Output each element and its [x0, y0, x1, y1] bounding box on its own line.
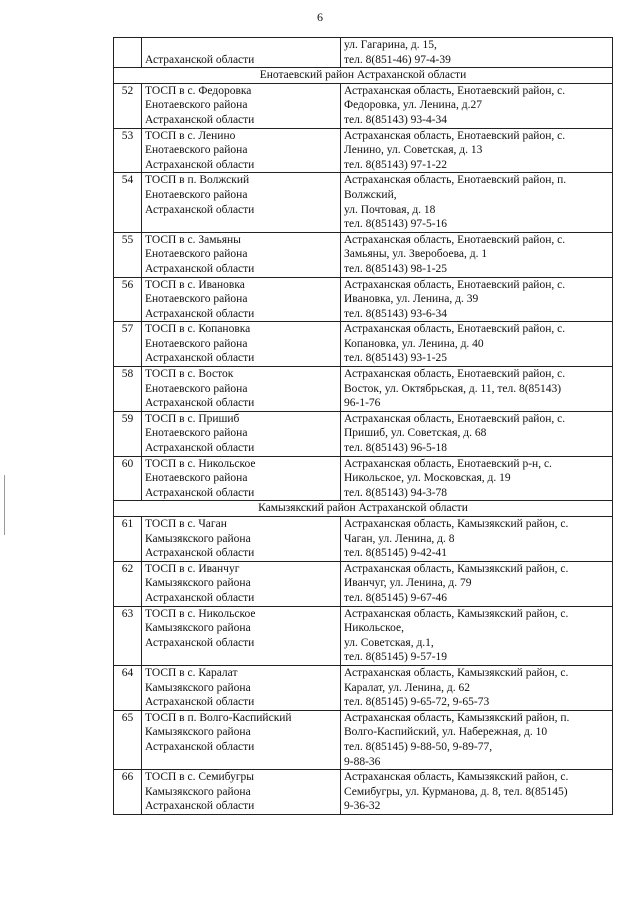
office-name-line — [145, 38, 337, 53]
office-name-line: ТОСП в с. Чаган — [145, 518, 227, 530]
address-line: Астраханская область, Енотаевский район, с. — [344, 233, 566, 246]
office-name-line: Астраханской области — [145, 636, 255, 649]
office-name-line: ТОСП в с. Восток — [145, 368, 234, 381]
address-line: ул. Почтовая, д. 18 — [344, 203, 436, 216]
row-number: 53 — [114, 128, 142, 173]
office-name-line: ТОСП в с. Каралат — [145, 666, 238, 679]
office-name-line: ТОСП в с. Никольское — [145, 457, 256, 470]
address-line: тел. 8(85143) 93-6-34 — [344, 307, 448, 320]
table-row — [114, 322, 613, 367]
table-row — [114, 770, 613, 815]
address-line: тел. 8(85143) 98-1-25 — [344, 262, 448, 275]
address-cell — [341, 710, 613, 769]
address-line: Астраханская область, Енотаевский район, с. — [344, 412, 566, 425]
table-row — [114, 606, 613, 665]
address-line: Астраханская область, Енотаевский район, п. — [344, 174, 567, 187]
row-number: 56 — [114, 277, 142, 322]
address-line: Пришиб, ул. Советская, д. 68 — [344, 427, 487, 440]
address-line: тел. 8(85143) 94-3-78 — [344, 486, 448, 499]
office-name-cell — [142, 606, 341, 665]
office-name-line: Енотаевского района — [145, 337, 248, 350]
address-line: Каралат, ул. Ленина, д. 62 — [344, 681, 471, 694]
section-header-row — [114, 501, 613, 517]
address-line: 96-1-76 — [344, 397, 381, 410]
address-line: Астраханская область, Енотаевский район, с. — [344, 368, 566, 381]
row-number: 62 — [114, 561, 142, 606]
office-name-line: Камызякского района — [145, 681, 251, 694]
address-cell — [341, 83, 613, 128]
row-number: 60 — [114, 456, 142, 501]
address-cell — [341, 606, 613, 665]
office-name-line: ТОСП в с. Замьяны — [145, 233, 241, 246]
address-line: Астраханская область, Камызякский район, с. — [344, 562, 569, 575]
office-name-cell — [142, 38, 341, 68]
office-name-line: ТОСП в с. Пришиб — [145, 412, 240, 425]
address-line: Чаган, ул. Ленина, д. 8 — [344, 532, 455, 545]
office-name-line: Камызякского района — [145, 532, 251, 545]
office-name-line: Енотаевского района — [145, 382, 248, 395]
office-name-line: Енотаевского района — [145, 99, 248, 112]
office-name-cell — [142, 83, 341, 128]
address-line: тел. 8(85145) 9-67-46 — [344, 591, 448, 604]
address-cell — [341, 232, 613, 277]
row-number: 55 — [114, 232, 142, 277]
table-body — [114, 38, 613, 815]
row-number: 63 — [114, 606, 142, 665]
address-cell — [341, 411, 613, 456]
address-line: Астраханская область, Камызякский район, с. — [344, 607, 569, 620]
address-line: Никольское, ул. Московская, д. 19 — [344, 472, 511, 485]
address-line: Астраханская область, Енотаевский р-н, с. — [344, 457, 552, 470]
office-name-line: Енотаевского района — [145, 144, 248, 157]
table-row — [114, 367, 613, 412]
address-cell — [341, 517, 613, 562]
office-name-cell — [142, 665, 341, 710]
scan-margin-mark — [4, 475, 5, 535]
office-name-line: Астраханской области — [145, 53, 255, 66]
address-cell — [341, 128, 613, 173]
office-name-cell — [142, 232, 341, 277]
page-number: 6 — [317, 10, 323, 24]
address-cell — [341, 456, 613, 501]
table-row — [114, 83, 613, 128]
office-name-cell — [142, 456, 341, 501]
address-line: Астраханская область, Енотаевский район, с. — [344, 84, 566, 97]
address-line: Ленино, ул. Советская, д. 13 — [344, 144, 483, 157]
office-name-line: ТОСП в с. Семибугры — [145, 771, 255, 784]
office-name-cell — [142, 367, 341, 412]
address-line: тел. 8(85143) 97-5-16 — [344, 218, 448, 231]
office-name-line: Астраханской области — [145, 800, 255, 813]
address-line: ул. Гагарина, д. 15, — [344, 39, 437, 51]
table-row — [114, 665, 613, 710]
office-name-line: Астраханской области — [145, 591, 255, 604]
table-row — [114, 277, 613, 322]
office-name-cell — [142, 770, 341, 815]
office-name-line: Астраханской области — [145, 352, 255, 365]
address-line: Федоровка, ул. Ленина, д.27 — [344, 99, 482, 112]
address-line: тел. 8(85145) 9-57-19 — [344, 651, 448, 664]
office-name-cell — [142, 561, 341, 606]
address-line: Астраханская область, Енотаевский район, с. — [344, 323, 566, 336]
address-line: Ивановка, ул. Ленина, д. 39 — [344, 293, 479, 306]
address-line: Волго-Каспийский, ул. Набережная, д. 10 — [344, 726, 548, 739]
office-name-cell — [142, 710, 341, 769]
address-line: тел. 8(85145) 9-42-41 — [344, 547, 448, 560]
office-name-line: Астраханской области — [145, 696, 255, 709]
office-name-cell — [142, 128, 341, 173]
office-name-line: ТОСП в с. Ленино — [145, 129, 236, 142]
address-line: тел. 8(85145) 9-65-72, 9-65-73 — [344, 696, 490, 709]
office-name-line: Енотаевского района — [145, 248, 248, 261]
row-number: 64 — [114, 665, 142, 710]
row-number: 65 — [114, 710, 142, 769]
row-number: 58 — [114, 367, 142, 412]
office-name-line: Астраханской области — [145, 262, 255, 275]
table-row — [114, 128, 613, 173]
office-name-line: Енотаевского района — [145, 188, 248, 201]
address-line: тел. 8(85143) 93-4-34 — [344, 113, 448, 126]
address-line: Астраханская область, Енотаевский район, с. — [344, 129, 566, 142]
office-name-line: Астраханской области — [145, 203, 255, 216]
row-number: 66 — [114, 770, 142, 815]
address-line: Восток, ул. Октябрьская, д. 11, тел. 8(85143) — [344, 382, 562, 395]
office-name-cell — [142, 322, 341, 367]
office-name-cell — [142, 173, 341, 232]
office-name-line: Астраханской области — [145, 158, 255, 171]
address-line: Копановка, ул. Ленина, д. 40 — [344, 337, 484, 350]
address-line: тел. 8(85143) 96-5-18 — [344, 442, 448, 455]
address-cell — [341, 665, 613, 710]
address-line: Астраханская область, Камызякский район, с. — [344, 771, 569, 784]
address-line: тел. 8(85145) 9-88-50, 9-89-77, — [344, 740, 493, 753]
office-name-line: Енотаевского района — [145, 293, 248, 306]
address-line: Волжский, — [344, 188, 397, 201]
table-row — [114, 232, 613, 277]
office-name-line: Астраханской области — [145, 397, 255, 410]
office-name-line: ТОСП в с. Никольское — [145, 607, 256, 620]
address-line: Астраханская область, Енотаевский район, с. — [344, 278, 566, 291]
address-line: тел. 8(85143) 97-1-22 — [344, 158, 448, 171]
office-name-line: Камызякского района — [145, 577, 251, 590]
address-cell — [341, 277, 613, 322]
table-row — [114, 411, 613, 456]
row-number: 61 — [114, 517, 142, 562]
row-number: 57 — [114, 322, 142, 367]
address-line: Астраханская область, Камызякский район, с. — [344, 666, 569, 679]
address-line: тел. 8(85143) 93-1-25 — [344, 352, 448, 365]
row-number: 54 — [114, 173, 142, 232]
office-name-line: Камызякского района — [145, 785, 251, 798]
row-number: 59 — [114, 411, 142, 456]
address-cell — [341, 770, 613, 815]
table-row — [114, 517, 613, 562]
address-line: Иванчуг, ул. Ленина, д. 79 — [344, 577, 472, 590]
office-name-line: Камызякского района — [145, 622, 251, 635]
table-row — [114, 173, 613, 232]
office-name-line: Астраханской области — [145, 547, 255, 560]
office-name-line: ТОСП в с. Иванчуг — [145, 562, 240, 575]
address-cell — [341, 367, 613, 412]
address-line: 9-88-36 — [344, 755, 381, 768]
office-name-line: ТОСП в п. Волго-Каспийский — [145, 711, 292, 724]
office-name-line: Камызякского района — [145, 726, 251, 739]
office-name-line: Астраханской области — [145, 307, 255, 320]
address-cell — [341, 561, 613, 606]
section-title: Камызякский район Астраханской области — [114, 501, 613, 517]
address-line: Семибугры, ул. Курманова, д. 8, тел. 8(85145) — [344, 785, 568, 798]
office-name-cell — [142, 277, 341, 322]
address-line: 9-36-32 — [344, 800, 381, 813]
address-cell — [341, 173, 613, 232]
address-line: Никольское, — [344, 622, 405, 635]
table-row — [114, 561, 613, 606]
section-header-row — [114, 68, 613, 84]
section-title: Енотаевский район Астраханской области — [114, 68, 613, 84]
office-name-line: ТОСП в с. Ивановка — [145, 278, 245, 291]
office-name-line: Астраханской области — [145, 740, 255, 753]
address-line: ул. Советская, д.1, — [344, 636, 434, 649]
table-row — [114, 456, 613, 501]
office-name-line: ТОСП в п. Волжский — [145, 174, 250, 187]
row-number — [114, 38, 142, 68]
office-name-line: ТОСП в с. Федоровка — [145, 84, 252, 97]
office-name-line: Енотаевского района — [145, 472, 248, 485]
row-number: 52 — [114, 83, 142, 128]
office-name-line: ТОСП в с. Копановка — [145, 323, 251, 336]
office-name-line: Астраханской области — [145, 113, 255, 126]
office-name-line: Астраханской области — [145, 442, 255, 455]
table-row — [114, 710, 613, 769]
address-cell — [341, 38, 613, 68]
address-line: тел. 8(851-46) 97-4-39 — [344, 53, 451, 66]
office-name-cell — [142, 411, 341, 456]
address-line: Астраханская область, Камызякский район, с. — [344, 518, 569, 530]
office-address-table — [113, 37, 613, 815]
office-name-line: Астраханской области — [145, 486, 255, 499]
address-line: Астраханская область, Камызякский район, п. — [344, 711, 570, 724]
address-line: Замьяны, ул. Зверобоева, д. 1 — [344, 248, 488, 261]
address-cell — [341, 322, 613, 367]
table-row — [114, 38, 613, 68]
office-name-line: Енотаевского района — [145, 427, 248, 440]
office-name-cell — [142, 517, 341, 562]
